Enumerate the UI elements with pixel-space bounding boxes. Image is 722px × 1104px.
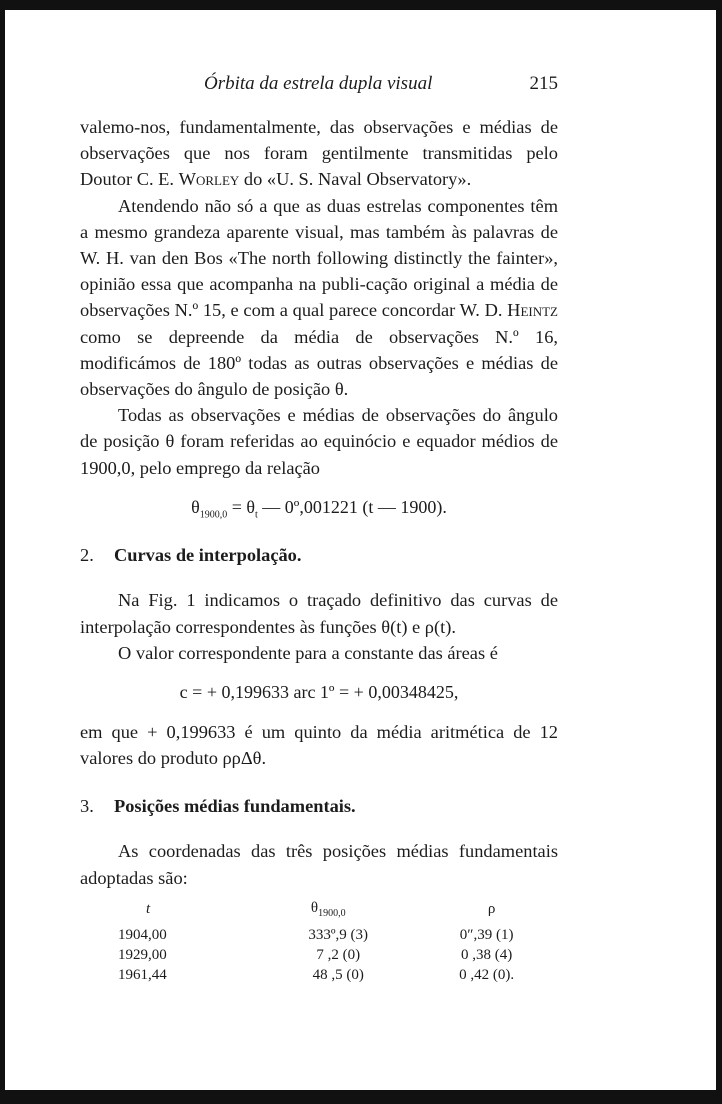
col-header-theta [261, 895, 415, 925]
col-header-t: t [146, 901, 151, 918]
author-name-heintz: Heintz [507, 300, 558, 321]
cell-theta: 333º,9 (3) [308, 926, 369, 943]
formula-lhs: θ [191, 496, 200, 517]
theta-subscript: 1900,0 [318, 908, 346, 920]
col-header-rho: ρ [487, 901, 496, 918]
theta-symbol: θ [310, 900, 319, 917]
table-row [118, 945, 558, 965]
section-title: Posições médias fundamentais. [114, 796, 356, 817]
scan-border-right [716, 0, 722, 1104]
paragraph-coordinates: As coordenadas das três posições médias fundamentais adoptadas são: [80, 841, 558, 888]
page-number: 215 [529, 73, 558, 94]
scan-border-top [0, 0, 722, 10]
table-row [118, 925, 558, 945]
running-header [80, 71, 558, 101]
scan-border-bottom [0, 1090, 722, 1104]
table-row [118, 965, 558, 985]
section-heading-3 [80, 793, 558, 819]
cell-theta: 7 ,2 (0) [316, 946, 361, 963]
precession-formula [80, 494, 558, 529]
p1-text: valemo-nos, fundamentalmente, das observações e médias de observações que nos foram gentilmente transmitidas pelo Doutor C. E. [80, 117, 558, 190]
table-header-row [118, 895, 558, 925]
formula-lhs-sub: 1900,0 [199, 509, 228, 521]
cell-t: 1929,00 [118, 946, 167, 963]
section-heading-2 [80, 542, 558, 568]
paragraph-interpolation: Na Fig. 1 indicamos o traçado definitivo das curvas de interpolação correspondentes às funções θ(t) e ρ(t). [80, 590, 558, 637]
formula-mid-sub: t [255, 509, 258, 521]
cell-theta: 48 ,5 (0) [312, 966, 364, 983]
section-number: 3. [80, 796, 94, 817]
area-constant-formula: c = + 0,199633 arc 1º = + 0,00348425, [179, 682, 459, 703]
formula-rhs: — 0º,001221 (t — 1900). [257, 496, 447, 517]
page-body [80, 114, 558, 985]
p1-end: do «U. S. Naval Observatory». [239, 169, 472, 190]
paragraph-equinox: Todas as observações e médias de observações do ângulo de posição θ foram referidas ao equinócio e equador médios de 1900,0, pelo emprego da relação [80, 405, 558, 478]
author-name-worley: Worley [178, 169, 240, 190]
formula-mid: = θ [227, 496, 256, 517]
coordinates-table [118, 895, 558, 985]
paragraph-orientation [80, 193, 558, 403]
cell-t: 1961,44 [118, 966, 167, 983]
paragraph-area-constant: O valor correspondente para a constante das áreas é [118, 642, 498, 663]
paragraph-continuation [80, 114, 558, 193]
section-title: Curvas de interpolação. [114, 545, 302, 566]
paragraph-product: em que + 0,199633 é um quinto da média aritmética de 12 valores do produto ρρΔθ. [80, 722, 558, 769]
scan-border-left [0, 0, 5, 1104]
p2-text-b: como se depreende da média de observações N.º 16, modificámos de 180º todas as outras observações e médias de observações do ângulo de posição θ. [80, 326, 558, 400]
cell-rho: 0 ,42 (0). [459, 966, 515, 983]
p2-text-a: Atendendo não só a que as duas estrelas componentes têm a mesmo grandeza aparente visual, mas também às palavras de W. H. van den Bos «The north following distinctly the fainter», opinião essa que acompanha na publi-cação original a média de observações N.º 15, e com a qual parece concordar W. D. [80, 195, 558, 321]
section-number: 2. [80, 545, 94, 566]
cell-rho: 0 ,38 (4) [461, 946, 513, 963]
cell-t: 1904,00 [118, 926, 167, 943]
running-title: Órbita da estrela dupla visual [204, 73, 433, 94]
cell-rho: 0″,39 (1) [459, 926, 514, 943]
